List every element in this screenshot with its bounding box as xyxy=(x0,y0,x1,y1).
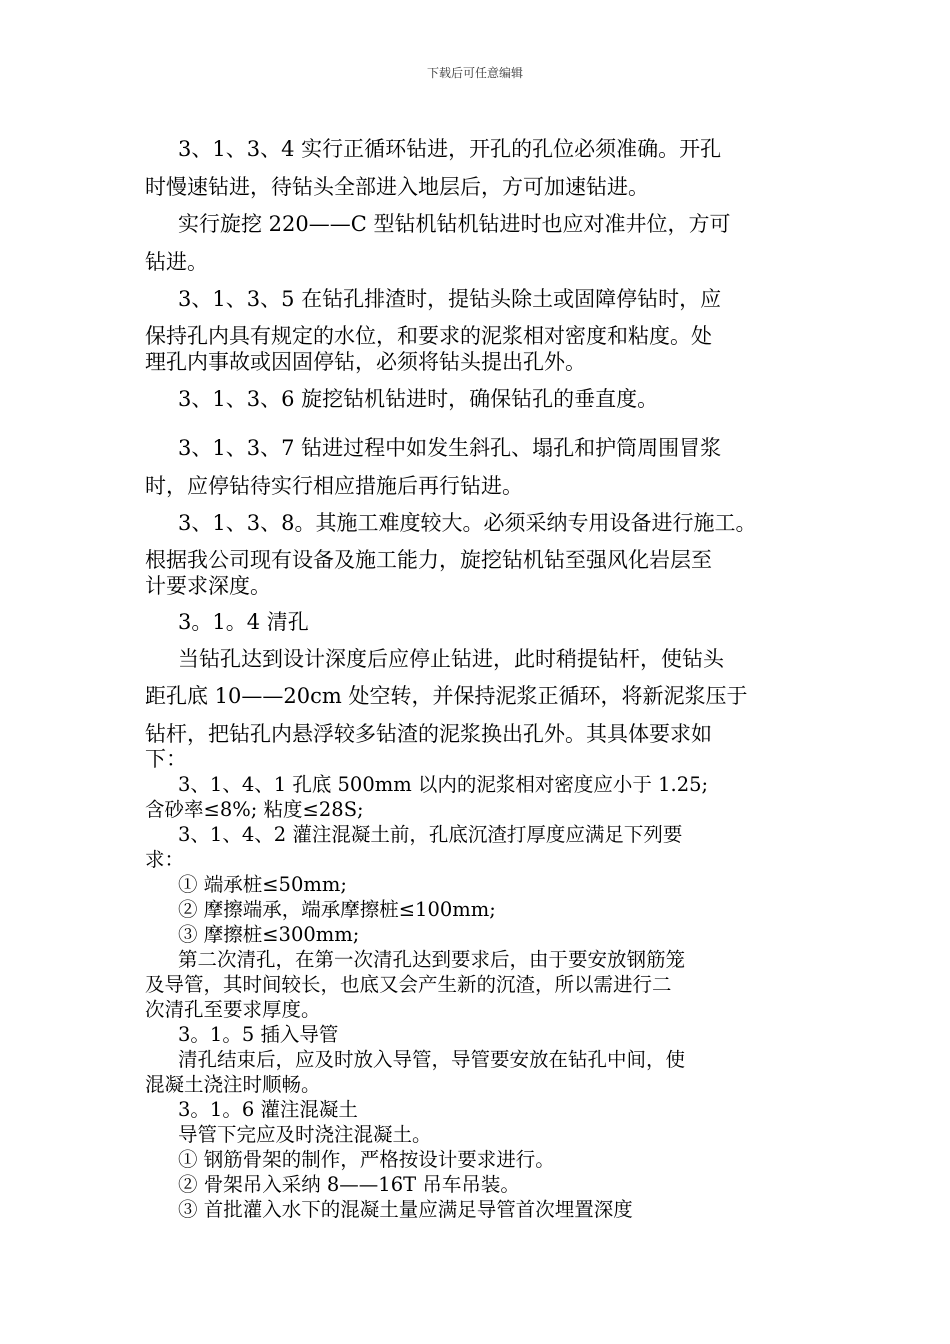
paragraph-line: 实行旋挖 220——C 型钻机钻机钻进时也应对准井位，方可 xyxy=(178,212,731,236)
paragraph-line: 3、1、3、4 实行正循环钻进，开孔的孔位必须准确。开孔 xyxy=(178,137,722,161)
paragraph-line: 3、1、3、5 在钻孔排渣时，提钻头除土或固障停钻时，应 xyxy=(178,287,722,311)
paragraph-line: 时慢速钻进，待钻头全部进入地层后，方可加速钻进。 xyxy=(145,175,649,199)
paragraph-line: 下： xyxy=(145,747,187,771)
paragraph-line: 钻进。 xyxy=(145,250,208,274)
list-item: ③ 摩擦桩≤300mm; xyxy=(178,923,360,946)
paragraph-line: 3、1、3、8。其施工难度较大。必须采纳专用设备进行施工。 xyxy=(178,511,757,535)
paragraph-line: 第二次清孔，在第一次清孔达到要求后，由于要安放钢筋笼 xyxy=(178,948,686,971)
list-item: ① 钢筋骨架的制作，严格按设计要求进行。 xyxy=(178,1148,555,1171)
paragraph-line: 钻杆，把钻孔内悬浮较多钻渣的泥浆换出孔外。其具体要求如 xyxy=(145,722,712,746)
paragraph-line: 计要求深度。 xyxy=(145,574,271,598)
paragraph-line: 3、1、4、1 孔底 500mm 以内的泥浆相对密度应小于 1.25; xyxy=(178,773,709,796)
paragraph-line: 导管下完应及时浇注混凝土。 xyxy=(178,1123,432,1146)
paragraph-line: 清孔结束后，应及时放入导管，导管要安放在钻孔中间，使 xyxy=(178,1048,686,1071)
paragraph-line: 保持孔内具有规定的水位，和要求的泥浆相对密度和粘度。处 xyxy=(145,324,712,348)
section-heading: 3。1。4 清孔 xyxy=(178,610,309,634)
paragraph-line: 3、1、3、6 旋挖钻机钻进时，确保钻孔的垂直度。 xyxy=(178,387,659,411)
paragraph-line: 求： xyxy=(145,848,185,871)
paragraph-line: 当钻孔达到设计深度后应停止钻进，此时稍提钻杆，使钻头 xyxy=(178,647,724,671)
list-item: ① 端承桩≤50mm; xyxy=(178,873,347,896)
paragraph-line: 距孔底 10——20cm 处空转，并保持泥浆正循环，将新泥浆压于 xyxy=(145,684,748,708)
paragraph-line: 及导管，其时间较长，也底又会产生新的沉渣，所以需进行二 xyxy=(145,973,672,996)
section-heading: 3。1。5 插入导管 xyxy=(178,1023,339,1046)
section-heading: 3。1。6 灌注混凝土 xyxy=(178,1098,358,1121)
paragraph-line: 混凝土浇注时顺畅。 xyxy=(145,1073,321,1096)
paragraph-line: 3、1、3、7 钻进过程中如发生斜孔、塌孔和护筒周围冒浆 xyxy=(178,436,722,460)
page-header: 下载后可任意编辑 xyxy=(426,66,523,80)
paragraph-line: 次清孔至要求厚度。 xyxy=(145,998,321,1021)
list-item: ② 摩擦端承，端承摩擦桩≤100mm; xyxy=(178,898,496,921)
paragraph-line: 理孔内事故或因固停钻，必须将钻头提出孔外。 xyxy=(145,350,586,374)
list-item: ② 骨架吊入采纳 8——16T 吊车吊装。 xyxy=(178,1173,520,1196)
paragraph-line: 时，应停钻待实行相应措施后再行钻进。 xyxy=(145,474,523,498)
paragraph-line: 3、1、4、2 灌注混凝土前，孔底沉渣打厚度应满足下列要 xyxy=(178,823,683,846)
list-item: ③ 首批灌入水下的混凝土量应满足导管首次埋置深度 xyxy=(178,1198,633,1221)
paragraph-line: 根据我公司现有设备及施工能力，旋挖钻机钻至强风化岩层至 xyxy=(145,548,712,572)
paragraph-line: 含砂率≤8%; 粘度≤28S; xyxy=(145,798,364,821)
